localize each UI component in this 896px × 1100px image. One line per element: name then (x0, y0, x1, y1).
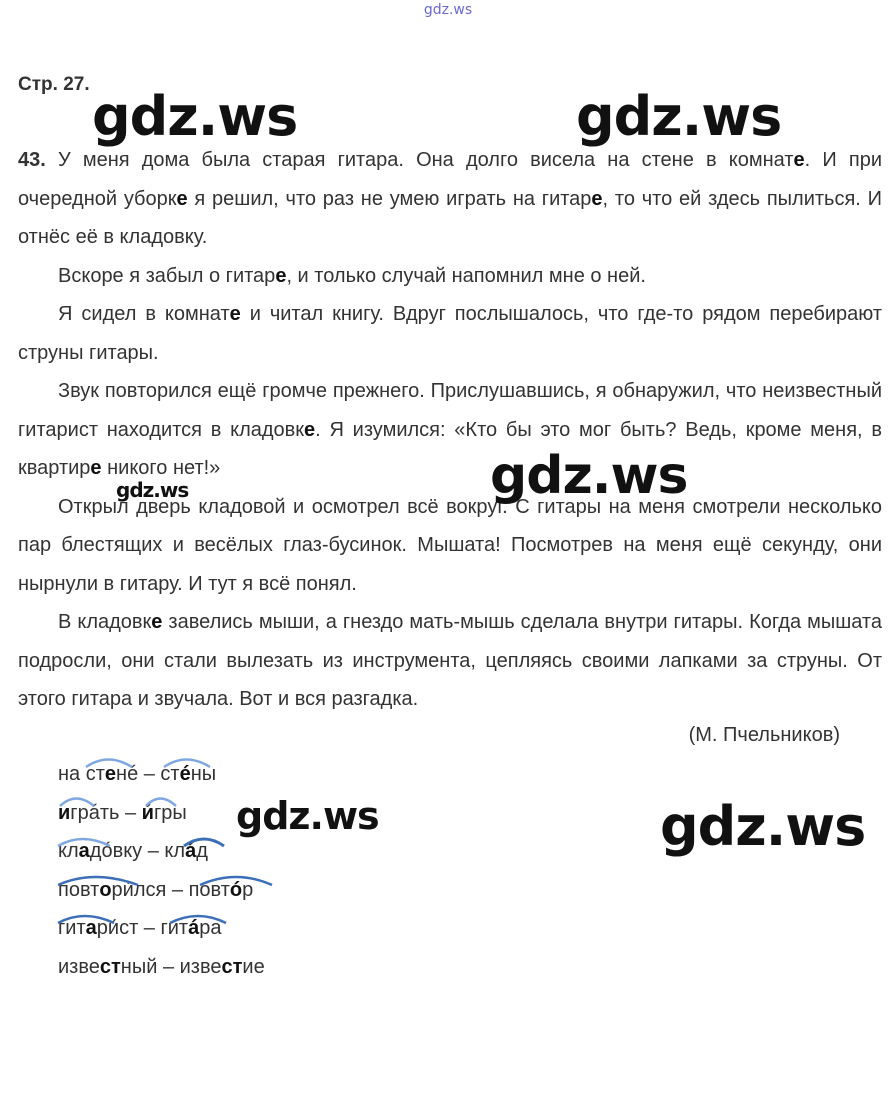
text-run: никого нет!» (101, 457, 221, 479)
text-run: гр (70, 801, 89, 824)
word-pair (58, 871, 265, 910)
text-run: ть – (99, 801, 142, 824)
highlight-letter: е (90, 457, 102, 479)
text-run: повт (58, 878, 100, 901)
text-run: ра (199, 917, 222, 939)
watermark: gdz.ws (116, 478, 189, 502)
text-run: и читал книгу. Вдруг послышалось, что где-то рядом перебирают струны гитары. (18, 303, 882, 364)
text-run: . И при очередной уборк (18, 149, 882, 210)
text-run: завелись мыши, а гнездо мать-мышь сделала внутри гитары. Когда мышата подросли, они стали вылезать из инструмента, цепляясь своими лапками за струны. От этого гитара и звучала. Вот и вся разгадка. (18, 611, 882, 710)
text-run: . Я изумился: «Кто бы это мог быть? Ведь, кроме меня, в квартир (18, 418, 882, 479)
word-pair (58, 794, 265, 833)
top-watermark: gdz.ws (423, 2, 473, 18)
paragraph-4 (18, 372, 882, 488)
text-run: , и только случай напомнил мне о ней. (286, 264, 646, 287)
text-run: гит (58, 917, 86, 939)
paragraph-6 (18, 603, 882, 719)
text-run: Я сидел в комнат (58, 303, 230, 325)
paragraph-2 (18, 257, 882, 296)
exercise-number: 43. (18, 149, 46, 171)
text-run: á (88, 801, 100, 824)
text-run: р (111, 878, 123, 901)
highlight-letter: á (188, 917, 200, 939)
word-pair (58, 832, 265, 871)
highlight-letter: и́ (141, 801, 154, 824)
text-run: я решил, что раз не умею играть на гитар (187, 187, 592, 210)
text-run: и́ (122, 878, 134, 901)
page-label: Стр. 27. (18, 74, 90, 95)
text-run: гры (153, 801, 187, 824)
text-run: д (89, 840, 102, 862)
highlight-letter: о (99, 878, 112, 901)
author: (М. Пчельников) (688, 724, 840, 746)
watermark: gdz.ws (92, 85, 298, 148)
text-run: и́ (107, 917, 120, 939)
highlight-letter: е (304, 418, 316, 441)
root-arc (58, 755, 318, 775)
text-run: é (127, 763, 139, 785)
highlight-letter: е (104, 763, 117, 785)
text-run: кл (58, 840, 79, 862)
word-pair (58, 948, 265, 987)
text-run: ие (242, 955, 265, 978)
text-run: н (116, 763, 128, 785)
highlight-letter: е (151, 611, 163, 633)
paragraph-5: Открыл дверь кладовой и осмотрел всё вокруг. С гитары на меня смотрели несколько пар блестящих и весёлых глаз-бусинок. Мышата! Посмотрев на меня ещё секунду, они нырнули в гитару. И тут я всё понял. (18, 495, 882, 595)
text-run: – ст (138, 763, 180, 785)
text-run: , то что ей здесь пылиться. И отнёс её в кладовку. (18, 187, 883, 248)
watermark: gdz.ws (490, 446, 688, 506)
text-run: В кладовк (58, 611, 152, 633)
paragraph-3 (18, 295, 882, 372)
highlight-letter: е (176, 187, 188, 210)
word-pairs (58, 755, 265, 986)
text-run: на ст (58, 763, 105, 785)
exercise-text (18, 141, 882, 719)
highlight-letter: е (229, 303, 241, 325)
text-run: изве (58, 955, 100, 978)
text-run: вку – кл (112, 840, 186, 862)
word-pair (58, 755, 265, 794)
word-pair (58, 909, 265, 948)
highlight-letter: ст (99, 955, 121, 978)
highlight-letter: е (793, 149, 805, 171)
text-run: р (96, 917, 108, 939)
highlight-letter: а (78, 840, 90, 862)
text-run: ны (190, 763, 217, 785)
highlight-letter: и (58, 801, 71, 824)
text-run: ст – гит (119, 917, 189, 939)
root-arc (58, 909, 318, 929)
highlight-letter: ó (229, 878, 243, 901)
text-run: д (196, 840, 208, 862)
highlight-letter: а (85, 917, 97, 939)
text-run: Вскоре я забыл о гитар (58, 264, 276, 287)
highlight-letter: é (179, 763, 191, 785)
text-run: ный – изве (120, 955, 222, 978)
highlight-letter: á (185, 840, 197, 862)
text-run: Звук повторился ещё громче прежнего. Прислушавшись, я обнаружил, что неизвестный гитарист находится в кладовк (18, 380, 882, 441)
watermark: gdz.ws (660, 795, 866, 858)
highlight-letter: ст (221, 955, 243, 978)
text-run: лся – повт (133, 878, 230, 901)
text-run: ó (101, 840, 113, 862)
watermark: gdz.ws (576, 85, 782, 148)
highlight-letter: е (591, 187, 603, 210)
watermark: gdz.ws (236, 794, 379, 838)
text-run: У меня дома была старая гитара. Она долго висела на стене в комнат (45, 149, 794, 171)
text-run: р (242, 878, 254, 901)
paragraph-1 (18, 141, 882, 257)
root-arc (58, 871, 318, 891)
highlight-letter: е (275, 264, 287, 287)
